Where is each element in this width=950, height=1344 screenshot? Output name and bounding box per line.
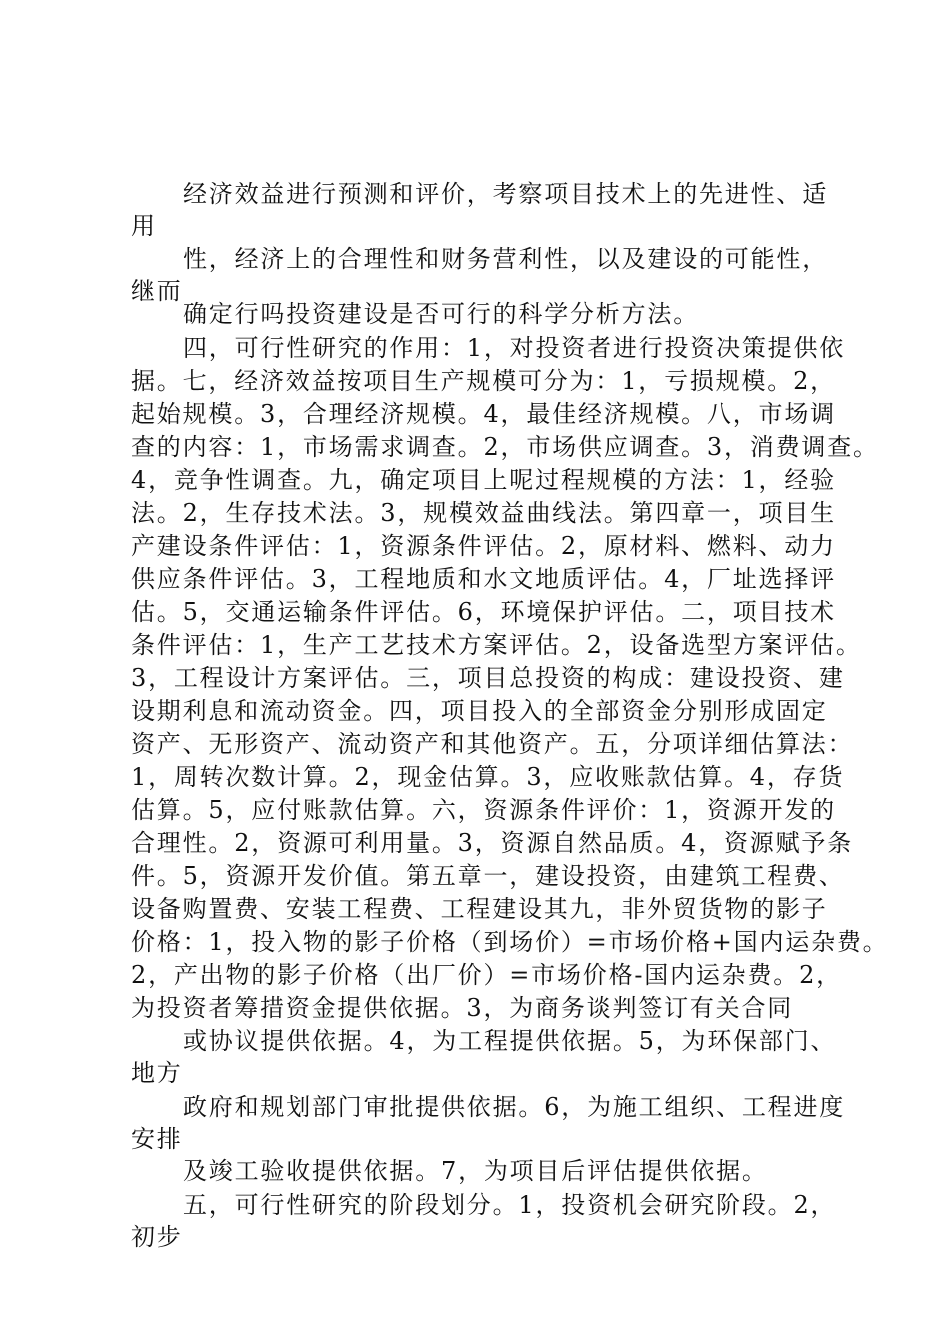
text-line: 经济效益进行预测和评价，考察项目技术上的先进性、适 xyxy=(183,180,828,208)
text-line: 地方 xyxy=(131,1059,183,1087)
text-line: 产建设条件评估：1，资源条件评估。2，原材料、燃料、动力 xyxy=(131,532,836,560)
text-line: 合理性。2，资源可利用量。3，资源自然品质。4，资源赋予条 xyxy=(131,829,854,857)
text-line: 政府和规划部门审批提供依据。6，为施工组织、工程进度 xyxy=(183,1093,846,1121)
text-line: 查的内容：1，市场需求调查。2，市场供应调查。3，消费调查。 xyxy=(131,433,879,461)
text-line: 据。七，经济效益按项目生产规模可分为：1，亏损规模。2， xyxy=(131,367,836,395)
text-line: 估算。5，应付账款估算。六，资源条件评价：1，资源开发的 xyxy=(131,796,836,824)
text-line: 初步 xyxy=(131,1223,183,1251)
text-line: 及竣工验收提供依据。7，为项目后评估提供依据。 xyxy=(183,1157,768,1185)
text-line: 价格：1，投入物的影子价格（到场价）=市场价格+国内运杂费。 xyxy=(131,928,889,956)
text-line: 件。5，资源开发价值。第五章一，建设投资，由建筑工程费、 xyxy=(131,862,845,890)
text-line: 安排 xyxy=(131,1125,183,1153)
text-line: 供应条件评估。3，工程地质和水文地质评估。4，厂址选择评 xyxy=(131,565,836,593)
text-line: 用 xyxy=(131,212,157,240)
text-line: 性，经济上的合理性和财务营利性，以及建设的可能性， xyxy=(183,245,828,273)
text-line: 确定行吗投资建设是否可行的科学分析方法。 xyxy=(183,300,699,328)
text-line: 设备购置费、安装工程费、工程建设其九，非外贸货物的影子 xyxy=(131,895,828,923)
text-line: 估。5，交通运输条件评估。6，环境保护评估。二，项目技术 xyxy=(131,598,836,626)
text-line: 四，可行性研究的作用：1，对投资者进行投资决策提供依 xyxy=(183,334,846,362)
text-line: 起始规模。3，合理经济规模。4，最佳经济规模。八，市场调 xyxy=(131,400,836,428)
text-line: 为投资者筹措资金提供依据。3，为商务谈判签订有关合同 xyxy=(131,994,794,1022)
text-line: 条件评估：1，生产工艺技术方案评估。2，设备选型方案评估。 xyxy=(131,631,862,659)
text-line: 2，产出物的影子价格（出厂价）=市场价格-国内运杂费。2， xyxy=(131,961,842,989)
text-line: 设期利息和流动资金。四，项目投入的全部资金分别形成固定 xyxy=(131,697,828,725)
text-line: 3，工程设计方案评估。三，项目总投资的构成：建设投资、建 xyxy=(131,664,845,692)
text-line: 4，竞争性调查。九，确定项目上呢过程规模的方法：1，经验 xyxy=(131,466,836,494)
text-line: 或协议提供依据。4，为工程提供依据。5，为环保部门、 xyxy=(183,1027,837,1055)
text-line: 法。2，生存技术法。3，规模效益曲线法。第四章一，项目生 xyxy=(131,499,836,527)
text-line: 继而 xyxy=(131,277,183,305)
text-line: 资产、无形资产、流动资产和其他资产。五，分项详细估算法： xyxy=(131,730,854,758)
text-line: 1，周转次数计算。2，现金估算。3，应收账款估算。4，存货 xyxy=(131,763,845,791)
text-line: 五，可行性研究的阶段划分。1，投资机会研究阶段。2， xyxy=(183,1191,837,1219)
